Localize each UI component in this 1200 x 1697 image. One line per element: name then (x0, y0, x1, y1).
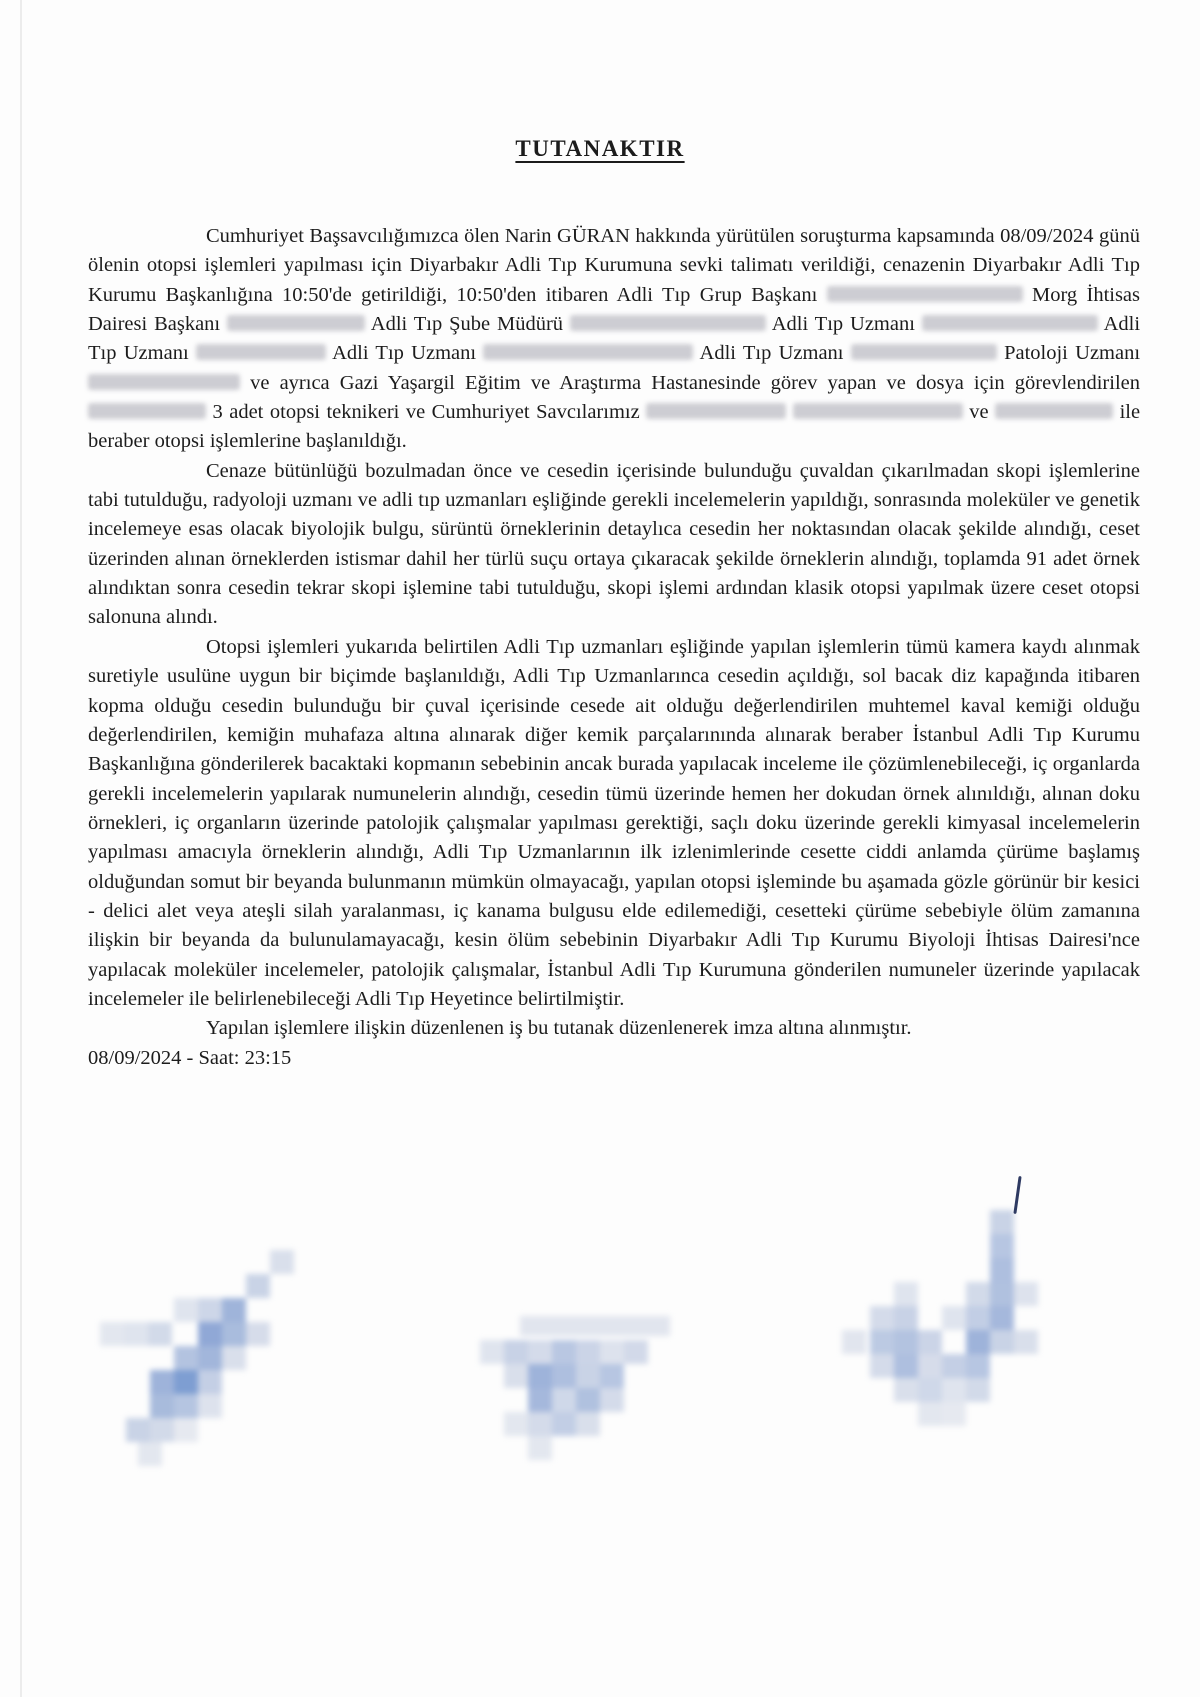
redacted-name (995, 403, 1113, 419)
document-body (88, 222, 1140, 1073)
redacted-name (196, 344, 326, 360)
paragraph-4: Yapılan işlemlere ilişkin düzenlenen iş bu tutanak düzenlenerek imza altına alınmıştır. (206, 1017, 912, 1040)
redacted-name (483, 344, 693, 360)
redacted-name (793, 403, 963, 419)
redacted-name (922, 315, 1098, 331)
redacted-name (827, 286, 1023, 302)
redacted-name (646, 403, 786, 419)
signature-left (100, 1250, 340, 1510)
paragraph-2: Cenaze bütünlüğü bozulmadan önce ve cesedin içerisinde bulunduğu çuvaldan çıkarılmadan skopi işlemlerine tabi tutulduğu, radyoloji uzmanı ve adli tıp uzmanları eşliğinde gerekli incelemelerin yapıldığı, sonrasında moleküler ve genetik incelemeye esas olacak biyolojik bulgu, sürüntü örneklerinin detaylıca cesedin her noktasından olacak şekilde alındığı, ceset üzerinden alınan örneklerden istismar dahil her türlü suçu ortaya çıkaracak şekilde örneklerin alındığı, toplamda 91 adet örnek alındıktan sonra cesedin tekrar skopi işlemine tabi tutulduğu, skopi işlemi ardından klasik otopsi yapılmak üzere ceset otopsi salonuna alındı. (88, 459, 1140, 629)
redacted-name (88, 403, 206, 419)
signature-right (842, 1210, 1072, 1520)
paragraph-3: Otopsi işlemleri yukarıda belirtilen Adli Tıp uzmanları eşliğinde yapılan işlemlerin tümü kamera kaydı alınmak suretiyle usulüne uygun bir biçimde başlanıldığı, Adli Tıp Uzmanlarınca cesedin açıldığı, sol bacak diz kapağında itibaren kopma olduğu cesedin bulunduğu bir çuval içerisinde cesede ait olduğu değerlendirilen muhtemel kaval kemiği olduğu değerlendirilen, kemiğin muhafaza altına alınarak diğer kemik parçalarınında alınarak beraber İstanbul Adli Tıp Kurumu Başkanlığına gönderilerek bacaktaki kopmanın sebebinin ancak burada yapılacak inceleme ile çözümlenebileceği, iç organlarda gerekli incelemelerin yapılarak numunelerin alındığı, cesedin tümü üzerinde hemen her dokudan örnek alınıldığı, alınan doku örnekleri, iç organların üzerinde patolojik çalışmalar yapılması gerektiği, saçlı doku üzerinde gerekli kimyasal incelemelerin yapılması amacıyla örneklerin alındığı, Adli Tıp Uzmanlarının ilk izlenimlerinde cesette ciddi anlamda çürüme başlamış olduğundan somut bir beyanda bulunmanın mümkün olmayacağı, yapılan otopsi işleminde bu aşamada gözle görünür bir kesici - delici alet veya ateşli silah yaralanması, iç kanama bulgusu elde edilemediği, cesetteki çürüme sebebiyle ölüm zamanına ilişkin bir beyanda da bulunulamayacağı, kesin ölüm sebebinin Diyarbakır Adli Tıp Kurumu Biyoloji İhtisas Dairesi'nce yapılacak moleküler incelemeler, patolojik çalışmalar, İstanbul Adli Tıp Kurumuna gönderilen numuneler üzerinde yapılacak incelemeler ile belirlenebileceği Adli Tıp Heyetince belirtilmiştir. (88, 635, 1140, 1010)
redacted-name (227, 315, 365, 331)
document-title: TUTANAKTIR (515, 136, 685, 161)
redacted-name (851, 344, 997, 360)
paragraph-1: Cumhuriyet Başsavcılığımızca ölen Narin GÜRAN hakkında yürütülen soruşturma kapsamında 08/09/2024 günü ölenin otopsi işlemleri yapılması için Diyarbakır Adli Tıp Kurumuna sevki talimatı verildiği, cenazenin Diyarbakır Adli Tıp Kurumu Başkanlığına 10:50'de getirildiği, 10:50'den itibaren Adli Tıp Grup Başkanı Morg İhtisas Dairesi Başkanı Adli Tıp Şube Müdürü Adli Tıp Uzmanı Adli Tıp Uzmanı Adli Tıp Uzmanı Adli Tıp Uzmanı Patoloji Uzmanı ve ayrıca Gazi Yaşargil Eğitim ve Araştırma Hastanesinde görev yapan ve dosya için görevlendirilen 3 adet otopsi teknikeri ve Cumhuriyet Savcılarımız ve ile beraber otopsi işlemlerine başlanıldığı. (88, 225, 1141, 453)
signature-middle (480, 1316, 690, 1516)
redacted-name (570, 315, 766, 331)
date-line: 08/09/2024 - Saat: 23:15 (88, 1046, 292, 1069)
page-edge (20, 0, 22, 1697)
signature-ink-stroke (1013, 1176, 1021, 1214)
redacted-name (88, 374, 240, 390)
